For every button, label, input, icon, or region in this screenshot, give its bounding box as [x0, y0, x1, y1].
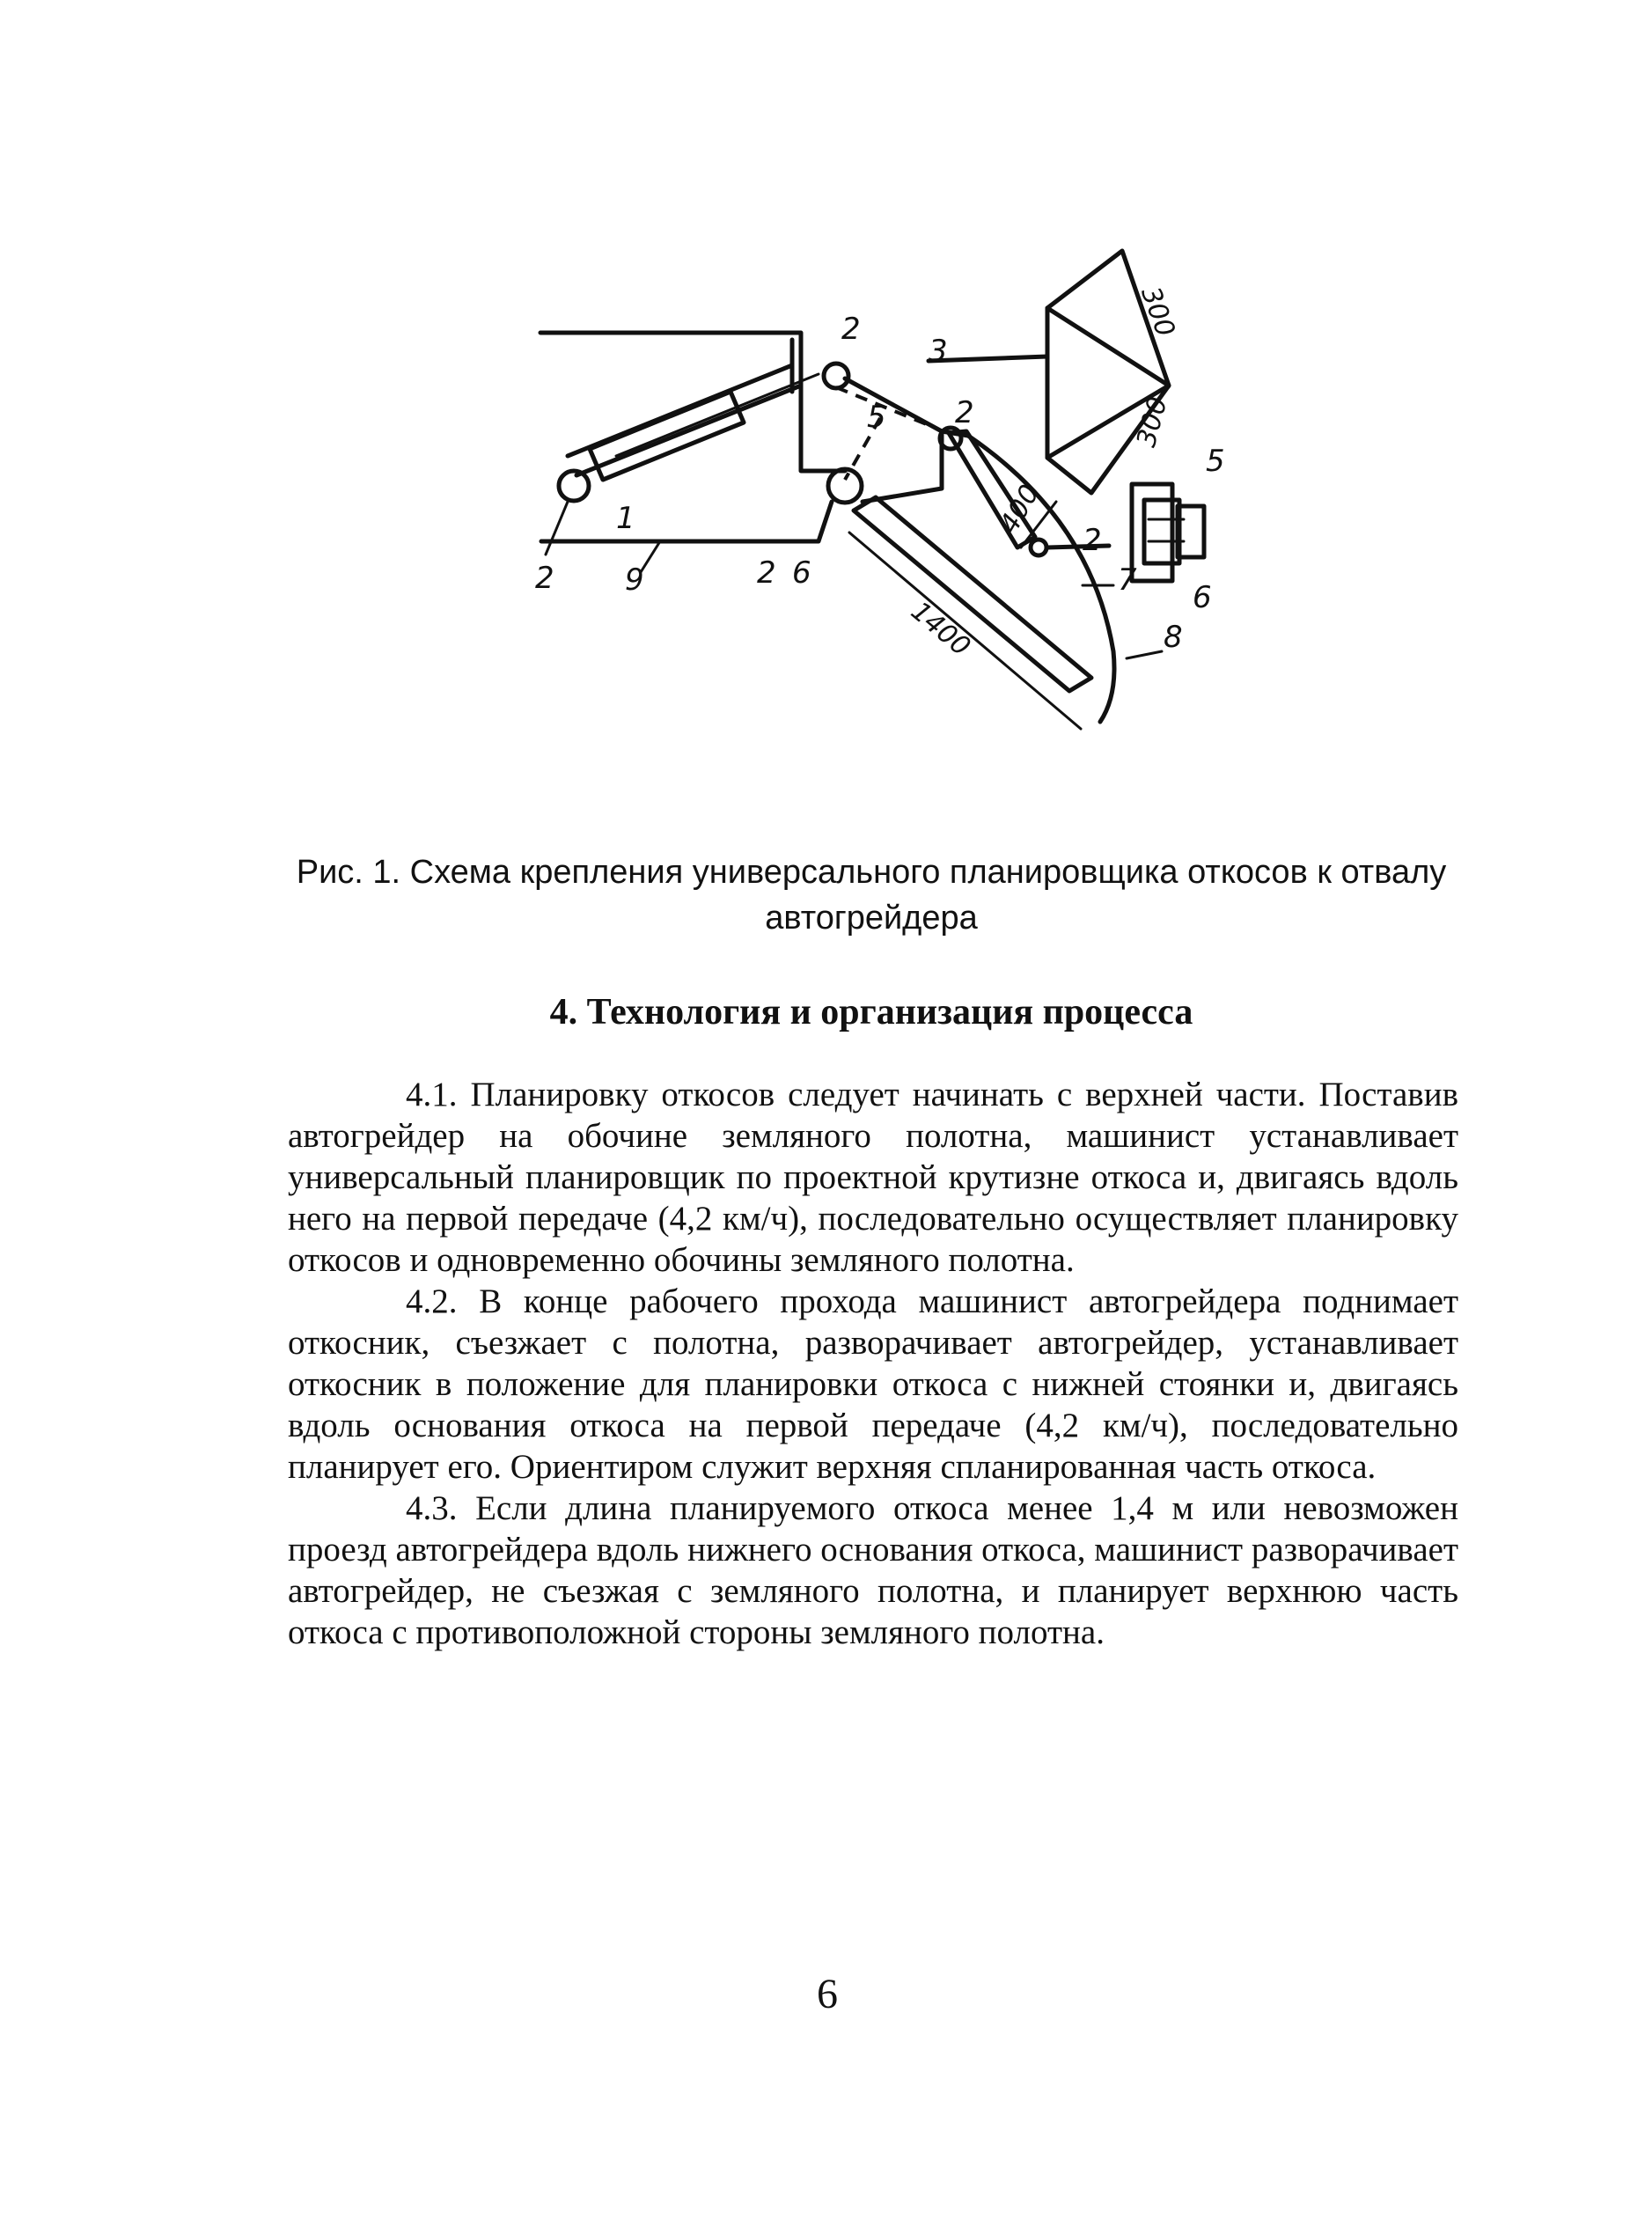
- lower-beam: [541, 502, 832, 541]
- pivot-left: [559, 471, 589, 501]
- label-9: 9: [625, 562, 644, 598]
- planner-blade: [854, 497, 1091, 691]
- label-5-mid: 5: [867, 400, 886, 435]
- label-8: 8: [1164, 620, 1183, 655]
- caption-line-1: Рис. 1. Схема крепления универсального планировщика откосов к отвалу: [296, 854, 1447, 891]
- label-7: 7: [1118, 562, 1137, 598]
- label-6-right: 6: [1193, 580, 1212, 615]
- leader-8: [1127, 651, 1162, 658]
- body-text: [288, 1074, 1458, 1653]
- cylinder-axis: [616, 374, 819, 456]
- leader-2-left: [546, 502, 568, 555]
- caption-line-2: автогрейдера: [765, 900, 978, 937]
- dim-300-top: 300: [1134, 283, 1181, 342]
- label-2-left: 2: [535, 561, 554, 596]
- figure-caption: [264, 849, 1479, 941]
- label-2-bottom: 2: [757, 555, 776, 591]
- dim-400: 400: [994, 479, 1046, 539]
- page-number: 6: [817, 1971, 838, 2017]
- attachment-scheme-figure: [528, 238, 1232, 783]
- cylinder-rod-bottom: [576, 386, 801, 475]
- label-5-right: 5: [1206, 444, 1225, 479]
- label-1: 1: [616, 501, 635, 536]
- paragraph-4-2: 4.2. В конце рабочего прохода машинист автогрейдера поднимает откосник, съезжает с полотна, разворачивает автогрейдер, устанавливает откосник в положение для планировки откоса с нижней стоянки и, двигаясь вдоль основания откоса на первой передаче (4,2 км/ч), последовательно планирует его. Ориентиром служит верхняя спланированная часть откоса.: [288, 1282, 1458, 1486]
- label-2-top: 2: [841, 312, 861, 347]
- pivot-arm-end: [1031, 540, 1046, 555]
- label-6-bottom: 6: [792, 555, 811, 591]
- label-2-arm: 2: [955, 395, 974, 430]
- paragraph-4-1: 4.1. Планировку откосов следует начинать с верхней части. Поставив автогрейдер на обочине земляного полотна, машинист устанавливает универсальный планировщик по проектной крутизне откоса и, двигаясь вдоль него на первой передаче (4,2 км/ч), последовательно осуществляет планировку откосов и одновременно обочины земляного полотна.: [288, 1076, 1458, 1279]
- section-title: 4. Технология и организация процесса: [549, 992, 1193, 1032]
- scheme-drawing: [528, 238, 1232, 783]
- pivot-middle: [828, 469, 862, 503]
- dim-300-side: 300: [1131, 393, 1174, 451]
- paragraph-4-3: 4.3. Если длина планируемого откоса менее 1,4 м или невозможен проезд автогрейдера вдоль нижнего основания откоса, машинист разворачивает автогрейдер, не съезжая с земляного полотна, и планирует верхнюю часть откоса с противоположной стороны земляного полотна.: [288, 1489, 1458, 1651]
- dim-1400: 1400: [905, 595, 977, 663]
- label-2-right: 2: [1083, 523, 1102, 558]
- label-3: 3: [929, 334, 948, 369]
- pivot-upper: [824, 364, 848, 388]
